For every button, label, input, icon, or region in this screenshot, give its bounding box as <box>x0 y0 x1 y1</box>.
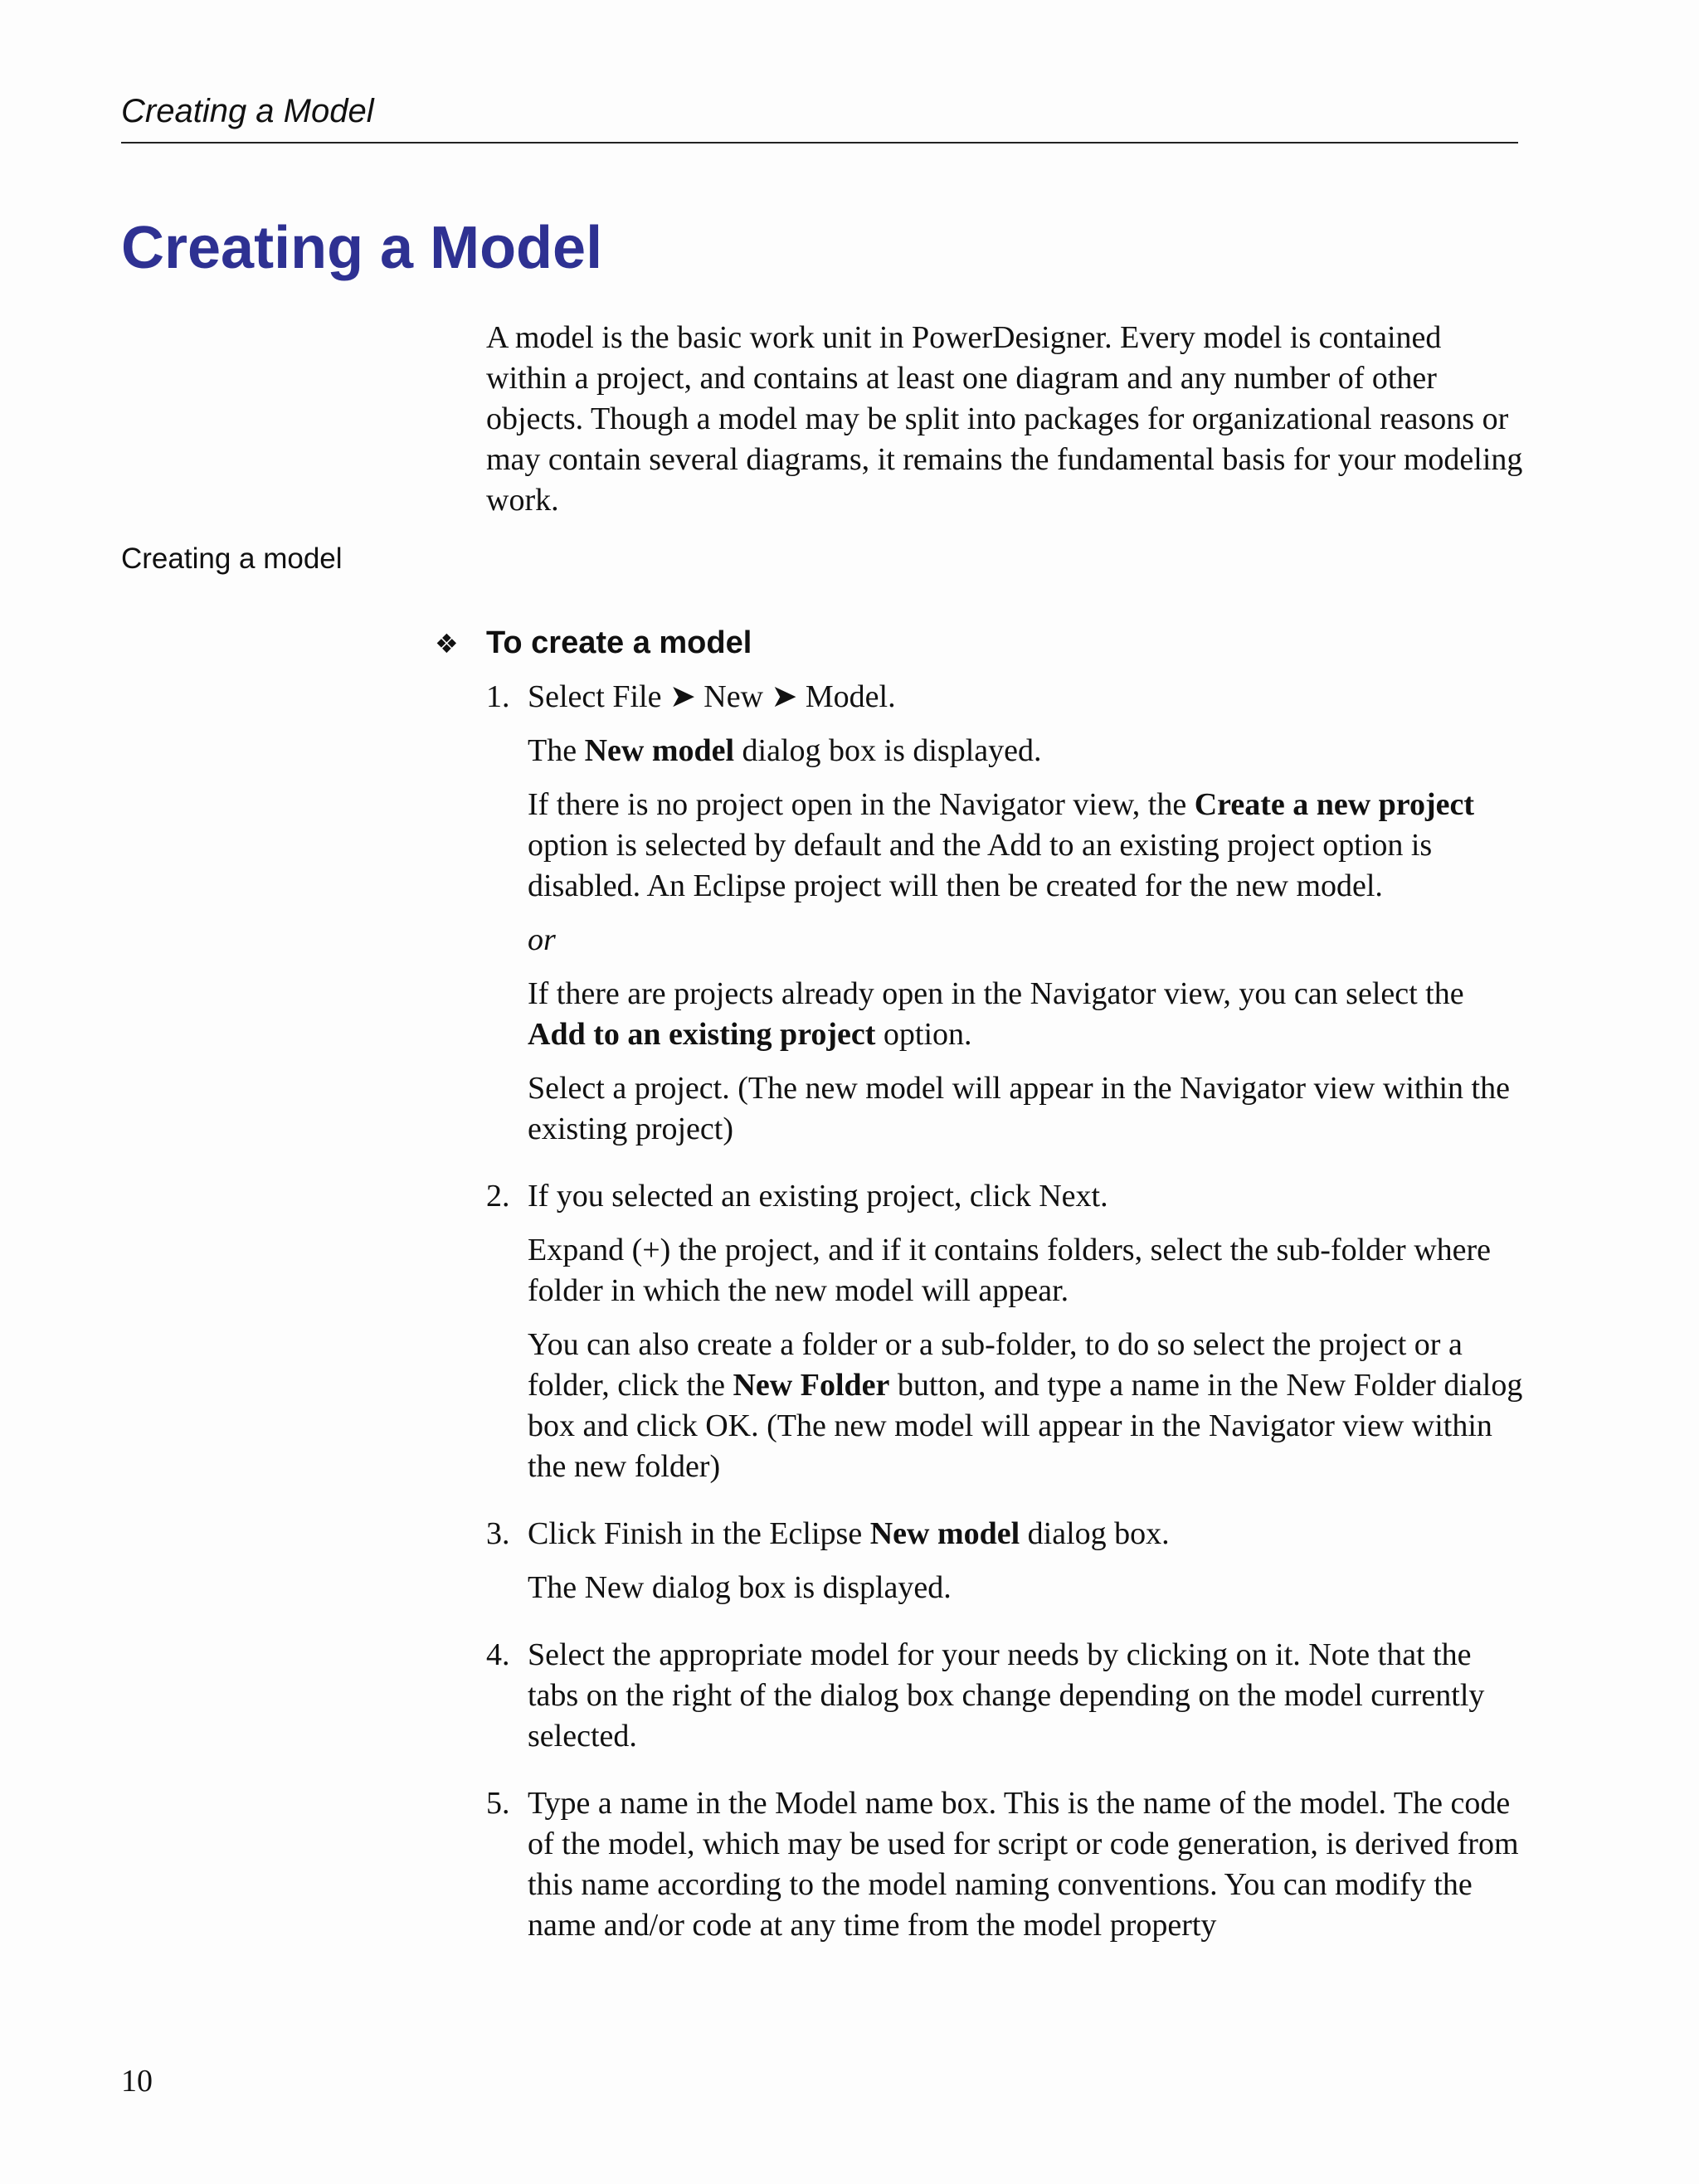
step-detail: The New dialog box is displayed. <box>528 1570 952 1605</box>
step-detail: If there is no project open in the Navigator view, the Create a new project option is selected by default and the Add to an existing project option is disabled. An Eclipse project will then be created for the new model. <box>528 787 1475 903</box>
step-number: 5. <box>486 1786 510 1821</box>
page-title: Creating a Model <box>121 215 603 281</box>
step-text: Type a name in the Model name box. This is the name of the model. The code of the model, which may be used for script or code generation, is derived from this name according to the model naming conventions. You can modify the name and/or code at any time from the model property <box>528 1786 1519 1943</box>
procedure-steps <box>486 677 1523 1972</box>
step-text: Click Finish in the Eclipse New model dialog box. <box>528 1516 1170 1551</box>
header-rule <box>121 142 1518 143</box>
step-detail: Expand (+) the project, and if it contains folders, select the sub-folder where folder in which the new model will appear. <box>528 1233 1492 1308</box>
step-text: Select the appropriate model for your needs by clicking on it. Note that the tabs on the right of the dialog box change depending on the model currently selected. <box>528 1637 1485 1754</box>
step-1 <box>486 677 1523 1150</box>
margin-note: Creating a model <box>121 542 343 575</box>
step-detail: If there are projects already open in the Navigator view, you can select the Add to an existing project option. <box>528 976 1464 1052</box>
step-2 <box>486 1176 1523 1487</box>
step-4 <box>486 1635 1523 1757</box>
step-5 <box>486 1783 1523 1946</box>
step-or: or <box>528 922 556 957</box>
diamond-bullet-icon: ❖ <box>435 629 459 659</box>
step-number: 2. <box>486 1179 510 1214</box>
step-number: 1. <box>486 679 510 714</box>
procedure-heading <box>435 621 752 665</box>
step-number: 3. <box>486 1516 510 1551</box>
step-detail: The New model dialog box is displayed. <box>528 733 1042 768</box>
step-text: Select File ➤ New ➤ Model. <box>528 679 896 714</box>
step-detail: Select a project. (The new model will appear in the Navigator view within the existing project) <box>528 1071 1510 1146</box>
step-detail: You can also create a folder or a sub-folder, to do so select the project or a folder, click the New Folder button, and type a name in the New Folder dialog box and click OK. (The new model will appear in the Navigator view within the new folder) <box>528 1327 1523 1484</box>
intro-paragraph: A model is the basic work unit in PowerDesigner. Every model is contained within a project, and contains at least one diagram and any number of other objects. Though a model may be split into packages for organizational reasons or may contain several diagrams, it remains the fundamental basis for your modeling work. <box>486 320 1523 518</box>
running-header: Creating a Model <box>121 93 374 129</box>
step-number: 4. <box>486 1637 510 1672</box>
page-number: 10 <box>121 2064 153 2099</box>
step-text: If you selected an existing project, click Next. <box>528 1179 1108 1214</box>
procedure-heading-text: To create a model <box>486 625 752 660</box>
step-3 <box>486 1514 1523 1608</box>
